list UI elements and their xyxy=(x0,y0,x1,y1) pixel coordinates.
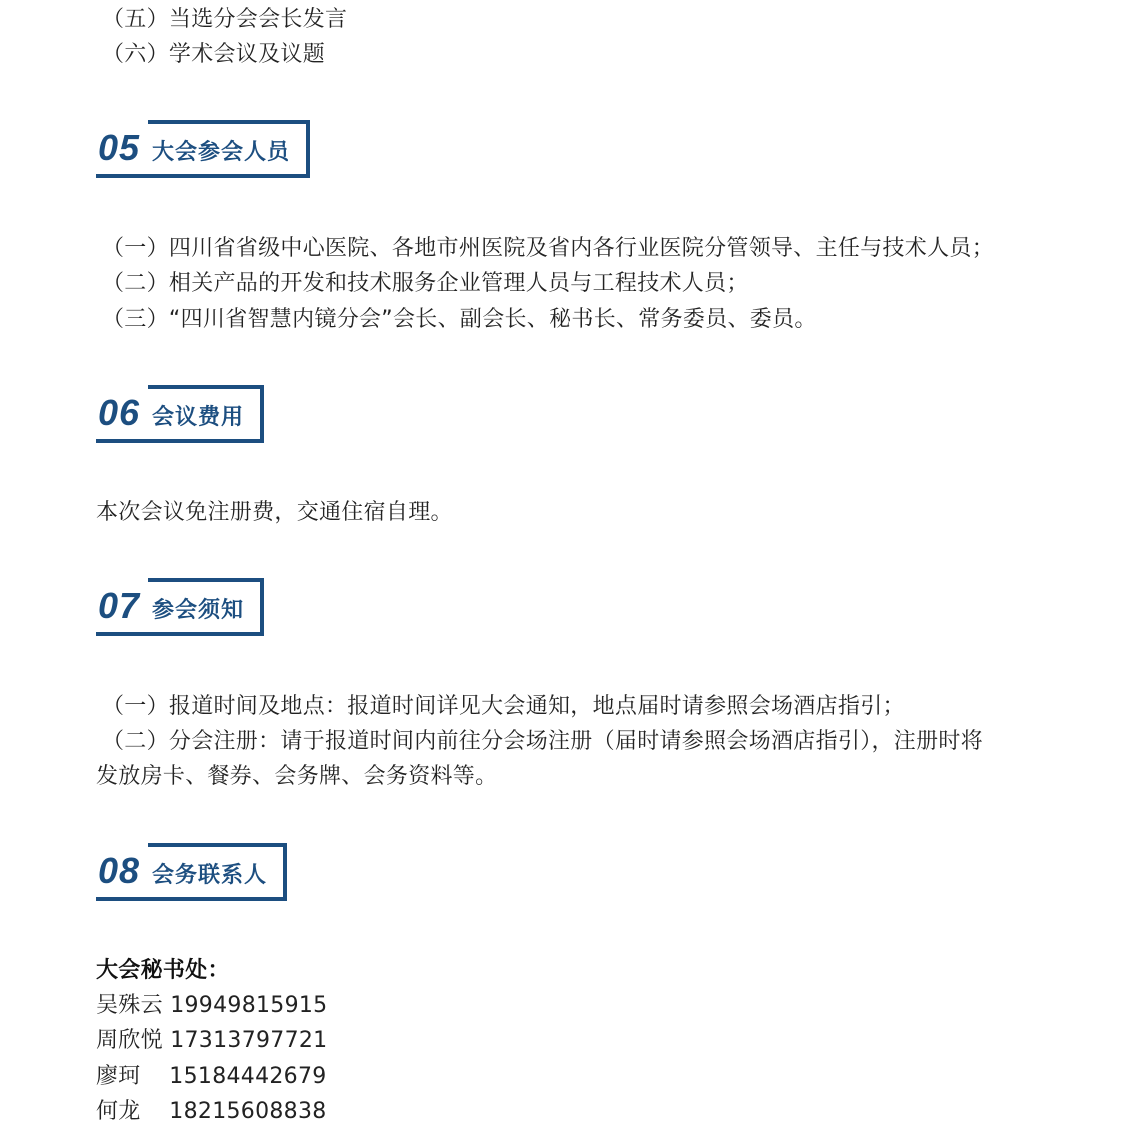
section-title: 会务联系人 xyxy=(152,862,268,888)
section-number: 06 xyxy=(98,392,141,433)
agenda-item-6: （六）学术会议及议题 xyxy=(102,42,326,67)
section-heading-08 xyxy=(96,845,287,901)
contact-row xyxy=(96,988,327,1024)
section-title: 会议费用 xyxy=(152,404,245,430)
contact-row xyxy=(96,1094,327,1130)
section-number: 08 xyxy=(98,850,141,891)
contact-name: 吴殊云 xyxy=(96,993,163,1018)
attendee-item-2: （二）相关产品的开发和技术服务企业管理人员与工程技术人员； xyxy=(102,271,749,296)
section-title-box xyxy=(148,843,287,899)
section-number: 07 xyxy=(98,585,141,626)
attendee-item-3: （三）“四川省智慧内镜分会”会长、副会长、秘书长、常务委员、委员。 xyxy=(102,307,817,332)
contact-row xyxy=(96,1059,327,1095)
section-number: 05 xyxy=(98,127,141,168)
section-title-box xyxy=(148,120,310,176)
fee-text: 本次会议免注册费，交通住宿自理。 xyxy=(96,500,453,525)
notice-item-1: （一）报道时间及地点：报道时间详见大会通知，地点届时请参照会场酒店指引； xyxy=(102,694,905,719)
contact-name: 廖珂 xyxy=(96,1064,141,1089)
attendee-item-1: （一）四川省省级中心医院、各地市州医院及省内各行业医院分管领导、主任与技术人员； xyxy=(102,236,995,261)
contact-phone: 18215608838 xyxy=(169,1099,327,1124)
section-title: 大会参会人员 xyxy=(152,139,291,165)
section-heading-05 xyxy=(96,122,310,178)
secretariat-header: 大会秘书处： xyxy=(96,958,230,983)
contact-phone: 17313797721 xyxy=(170,1028,328,1053)
contact-name: 何龙 xyxy=(96,1099,141,1124)
section-heading-07 xyxy=(96,580,264,636)
section-title: 参会须知 xyxy=(152,597,245,623)
contact-row xyxy=(96,1023,327,1059)
notice-item-2: （二）分会注册：请于报道时间内前往分会场注册（届时请参照会场酒店指引），注册时将 xyxy=(102,729,984,754)
section-title-box xyxy=(148,385,264,441)
contact-phone: 19949815915 xyxy=(170,993,328,1018)
agenda-item-5: （五）当选分会会长发言 xyxy=(102,7,348,32)
section-title-box xyxy=(148,578,264,634)
contact-phone: 15184442679 xyxy=(169,1064,327,1089)
contact-name: 周欣悦 xyxy=(96,1028,163,1053)
notice-item-2-continued: 发放房卡、餐券、会务牌、会务资料等。 xyxy=(96,764,498,789)
section-heading-06 xyxy=(96,387,264,443)
